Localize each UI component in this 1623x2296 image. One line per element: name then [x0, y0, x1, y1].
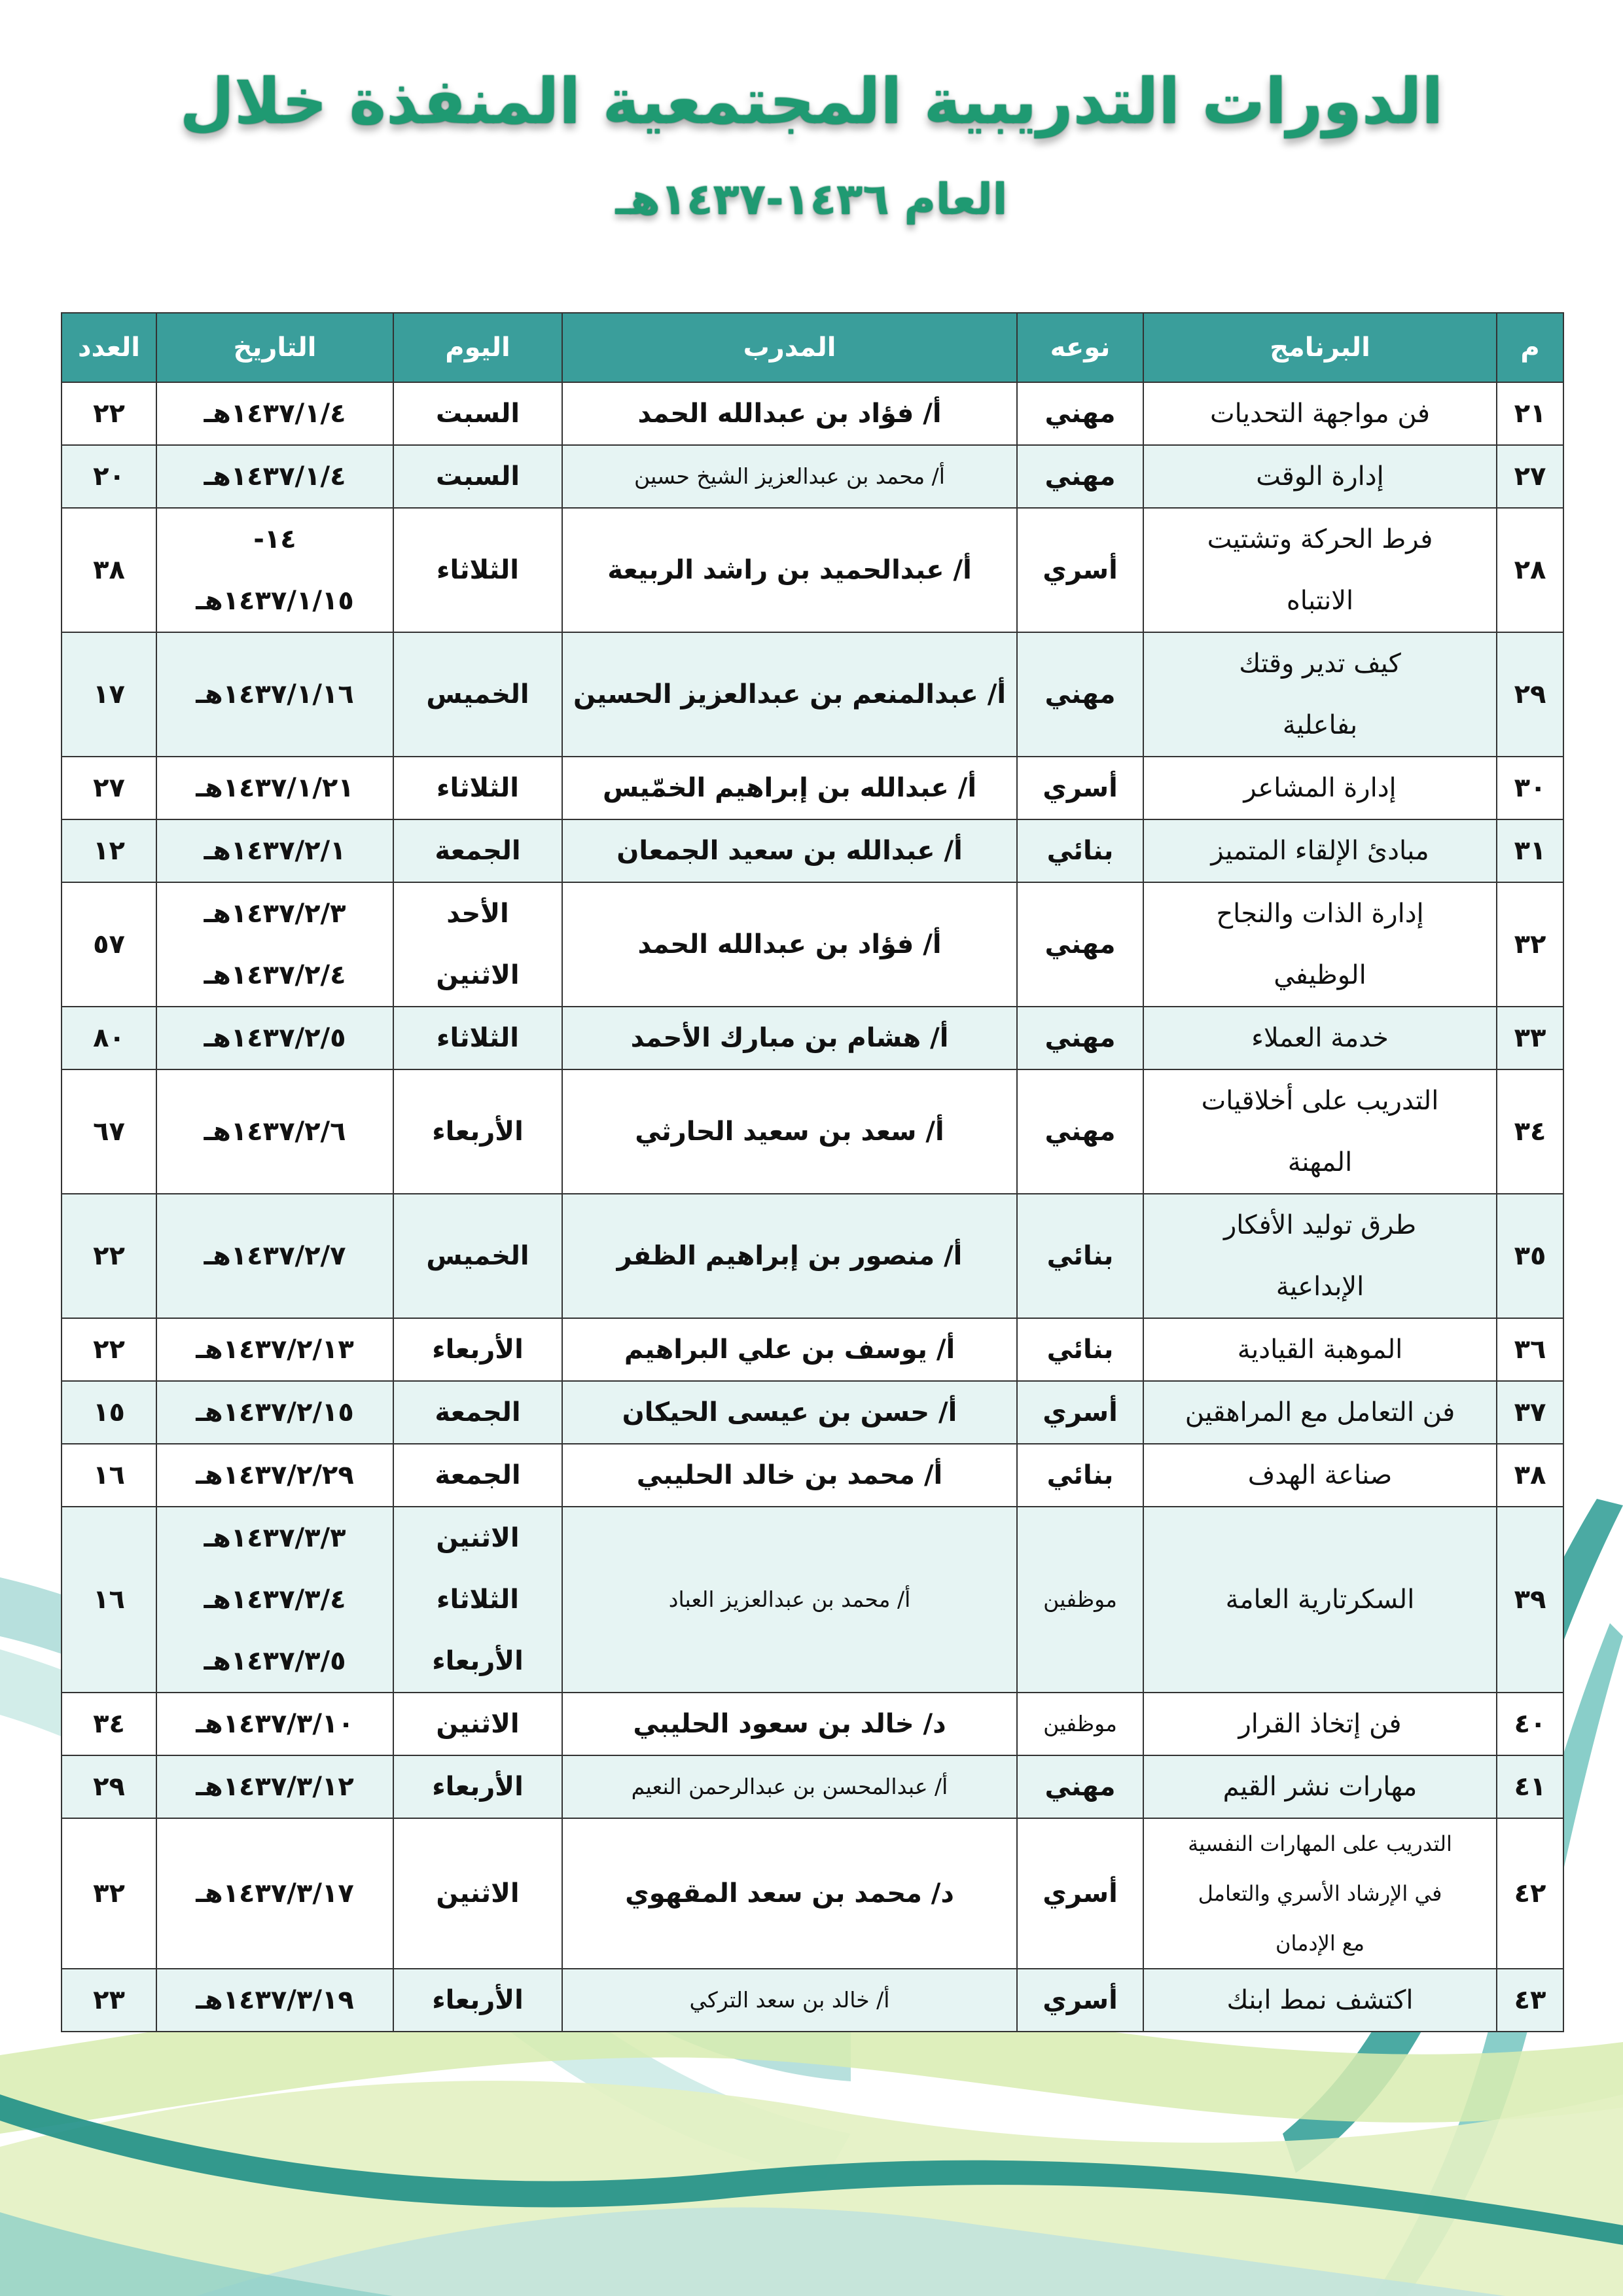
- cell-program: [1143, 1007, 1497, 1069]
- cell-day: [393, 1069, 562, 1194]
- cell-program-line: مهارات نشر القيم: [1222, 1772, 1418, 1802]
- cell-no: ٣٣: [1497, 1007, 1563, 1069]
- cell-day-line: الأربعاء: [432, 1117, 524, 1147]
- cell-program: [1143, 1318, 1497, 1381]
- courses-table: [61, 312, 1564, 2032]
- cell-program: [1143, 1381, 1497, 1444]
- cell-day: [393, 508, 562, 632]
- cell-trainer: أ/ عبدالمحسن بن عبدالرحمن النعيم: [562, 1755, 1017, 1818]
- cell-type: مهني: [1017, 632, 1143, 757]
- cell-type: مهني: [1017, 382, 1143, 445]
- cell-date: [156, 882, 393, 1007]
- cell-program: [1143, 1194, 1497, 1318]
- cell-date-line: ١٤٣٧/١/١٥هـ: [196, 586, 354, 616]
- cell-date-line: ١٤٣٧/٢/٥هـ: [204, 1023, 346, 1053]
- cell-no: ٢٩: [1497, 632, 1563, 757]
- cell-date: [156, 632, 393, 757]
- cell-day: [393, 1444, 562, 1507]
- cell-type: بنائي: [1017, 1194, 1143, 1318]
- cell-count: ١٧: [62, 632, 156, 757]
- cell-program: [1143, 1069, 1497, 1194]
- cell-no: ٣٤: [1497, 1069, 1563, 1194]
- cell-type: أسري: [1017, 757, 1143, 819]
- table-row: [62, 445, 1563, 508]
- cell-program: [1143, 1755, 1497, 1818]
- cell-count: ٦٧: [62, 1069, 156, 1194]
- cell-date-line: ١٤٣٧/١/٤هـ: [204, 399, 346, 429]
- table-row: [62, 382, 1563, 445]
- cell-day-line: الجمعة: [435, 836, 521, 866]
- cell-type: مهني: [1017, 445, 1143, 508]
- cell-trainer: أ/ هشام بن مبارك الأحمد: [562, 1007, 1017, 1069]
- cell-type: مهني: [1017, 1069, 1143, 1194]
- header-day: اليوم: [393, 313, 562, 382]
- cell-date-line: ١٤٣٧/٣/٣هـ: [204, 1523, 346, 1553]
- cell-day-line: الثلاثاء: [437, 773, 519, 803]
- cell-day-line: الأربعاء: [432, 1335, 524, 1365]
- cell-day-line: الجمعة: [435, 1460, 521, 1490]
- cell-no: ٢٨: [1497, 508, 1563, 632]
- cell-program-line: مبادئ الإلقاء المتميز: [1211, 836, 1429, 866]
- header-count: العدد: [62, 313, 156, 382]
- cell-count: ٨٠: [62, 1007, 156, 1069]
- cell-day: [393, 1818, 562, 1969]
- cell-type: بنائي: [1017, 1444, 1143, 1507]
- cell-day: [393, 882, 562, 1007]
- table-header: [62, 313, 1563, 382]
- cell-date: [156, 757, 393, 819]
- table-row: [62, 1381, 1563, 1444]
- cell-type: موظفين: [1017, 1507, 1143, 1693]
- cell-trainer: د/ محمد بن سعد المقهوي: [562, 1818, 1017, 1969]
- cell-program: [1143, 1969, 1497, 2032]
- cell-date-line: ١٤٣٧/١/٢١هـ: [196, 773, 354, 803]
- page-title: الدورات التدريبية المجتمعية المنفذة خلال: [179, 65, 1444, 138]
- table-row: [62, 1969, 1563, 2032]
- cell-count: ٢٢: [62, 1318, 156, 1381]
- cell-program-line: إدارة المشاعر: [1243, 773, 1397, 803]
- cell-date: [156, 1318, 393, 1381]
- cell-type: بنائي: [1017, 819, 1143, 882]
- cell-date-line: ١٤٣٧/٢/٣هـ: [204, 899, 346, 929]
- cell-program-line: مع الإدمان: [1275, 1931, 1365, 1956]
- header-date: التاريخ: [156, 313, 393, 382]
- cell-date-line: ١٤٣٧/٢/١هـ: [204, 836, 346, 866]
- cell-date-line: ١٤٣٧/٢/١٥هـ: [196, 1397, 354, 1427]
- cell-program-line: الانتباه: [1286, 586, 1354, 616]
- cell-date-line: ١٤٣٧/٣/٥هـ: [204, 1646, 346, 1676]
- cell-day-line: السبت: [435, 399, 520, 429]
- cell-program-line: إدارة الوقت: [1256, 461, 1384, 492]
- cell-program-line: التدريب على أخلاقيات: [1201, 1086, 1439, 1116]
- cell-date: [156, 1194, 393, 1318]
- cell-date-line: ١٤٣٧/٢/٦هـ: [204, 1117, 346, 1147]
- cell-day-line: الأربعاء: [432, 1985, 524, 2015]
- cell-type: مهني: [1017, 882, 1143, 1007]
- cell-day-line: الثلاثاء: [437, 1585, 519, 1615]
- cell-date: [156, 819, 393, 882]
- cell-date-line: ١٤٣٧/٣/١٠هـ: [196, 1709, 354, 1739]
- cell-trainer: أ/ محمد بن خالد الحليبي: [562, 1444, 1017, 1507]
- cell-no: ٤٢: [1497, 1818, 1563, 1969]
- cell-program: [1143, 632, 1497, 757]
- table-row: [62, 1507, 1563, 1693]
- cell-day: [393, 1755, 562, 1818]
- cell-program-line: اكتشف نمط ابنك: [1226, 1985, 1414, 2015]
- cell-trainer: أ/ عبدالله بن سعيد الجمعان: [562, 819, 1017, 882]
- cell-type: أسري: [1017, 1818, 1143, 1969]
- cell-no: ٤١: [1497, 1755, 1563, 1818]
- cell-program-line: فن التعامل مع المراهقين: [1185, 1397, 1455, 1427]
- cell-trainer: أ/ عبدالمنعم بن عبدالعزيز الحسين: [562, 632, 1017, 757]
- cell-day: [393, 445, 562, 508]
- cell-date-line: ١٤٣٧/١/٤هـ: [204, 461, 346, 492]
- cell-no: ٣١: [1497, 819, 1563, 882]
- cell-count: ٢٢: [62, 1194, 156, 1318]
- cell-program: [1143, 508, 1497, 632]
- header-trainer: المدرب: [562, 313, 1017, 382]
- cell-program-line: طرق توليد الأفكار: [1223, 1210, 1417, 1240]
- cell-trainer: أ/ عبدالحميد بن راشد الربيعة: [562, 508, 1017, 632]
- cell-date: [156, 508, 393, 632]
- header-no: م: [1497, 313, 1563, 382]
- cell-program: [1143, 445, 1497, 508]
- cell-count: ١٥: [62, 1381, 156, 1444]
- table-row: [62, 1444, 1563, 1507]
- cell-program-line: فن إتخاذ القرار: [1238, 1709, 1402, 1739]
- cell-date-line: ١٤٣٧/٢/٤هـ: [204, 960, 346, 990]
- cell-trainer: د/ خالد بن سعود الحليبي: [562, 1693, 1017, 1755]
- cell-day-line: الاثنين: [436, 960, 520, 990]
- cell-day: [393, 1194, 562, 1318]
- cell-date-line: ١٤٣٧/٢/٧هـ: [204, 1241, 346, 1271]
- cell-day-line: الثلاثاء: [437, 1023, 519, 1053]
- cell-date: [156, 382, 393, 445]
- cell-trainer: أ/ حسن بن عيسى الحيكان: [562, 1381, 1017, 1444]
- cell-program-line: خدمة العملاء: [1251, 1023, 1389, 1053]
- cell-type: موظفين: [1017, 1693, 1143, 1755]
- cell-date-line: ١٤٣٧/٣/١٧هـ: [196, 1878, 354, 1909]
- cell-day: [393, 1969, 562, 2032]
- cell-program-line: الموهبة القيادية: [1237, 1335, 1403, 1365]
- table-row: [62, 757, 1563, 819]
- cell-date: [156, 445, 393, 508]
- table-row: [62, 508, 1563, 632]
- cell-no: ٣٠: [1497, 757, 1563, 819]
- cell-day: [393, 1381, 562, 1444]
- cell-no: ٣٥: [1497, 1194, 1563, 1318]
- cell-program-line: فن مواجهة التحديات: [1210, 399, 1430, 429]
- cell-trainer: أ/ يوسف بن علي البراهيم: [562, 1318, 1017, 1381]
- cell-program-line: السكرتارية العامة: [1225, 1585, 1415, 1615]
- cell-day-line: الأربعاء: [432, 1772, 524, 1802]
- cell-type: مهني: [1017, 1755, 1143, 1818]
- header-program: البرنامج: [1143, 313, 1497, 382]
- cell-type: أسري: [1017, 1381, 1143, 1444]
- cell-date: [156, 1507, 393, 1693]
- cell-no: ٣٨: [1497, 1444, 1563, 1507]
- cell-date: [156, 1755, 393, 1818]
- cell-type: بنائي: [1017, 1318, 1143, 1381]
- cell-trainer: أ/ عبدالله بن إبراهيم الخمّيس: [562, 757, 1017, 819]
- cell-count: ٢٠: [62, 445, 156, 508]
- cell-date: [156, 1969, 393, 2032]
- cell-count: ٥٧: [62, 882, 156, 1007]
- cell-date: [156, 1007, 393, 1069]
- cell-date-line: ١٤٣٧/١/١٦هـ: [196, 679, 354, 709]
- cell-no: ٣٧: [1497, 1381, 1563, 1444]
- cell-day-line: الأربعاء: [432, 1646, 524, 1676]
- cell-program: [1143, 1693, 1497, 1755]
- cell-date: [156, 1444, 393, 1507]
- cell-no: ٢٧: [1497, 445, 1563, 508]
- cell-count: ٢٧: [62, 757, 156, 819]
- cell-date-line: ١٤٣٧/٢/١٣هـ: [196, 1335, 354, 1365]
- cell-program-line: إدارة الذات والنجاح: [1216, 899, 1424, 929]
- cell-day: [393, 1007, 562, 1069]
- table-row: [62, 1818, 1563, 1969]
- table-row: [62, 1693, 1563, 1755]
- cell-count: ٣٨: [62, 508, 156, 632]
- cell-no: ٢١: [1497, 382, 1563, 445]
- cell-program-line: فرط الحركة وتشتيت: [1207, 524, 1433, 554]
- cell-day-line: الثلاثاء: [437, 555, 519, 585]
- cell-type: أسري: [1017, 1969, 1143, 2032]
- cell-day: [393, 1507, 562, 1693]
- cell-day-line: الاثنين: [436, 1878, 520, 1909]
- cell-program: [1143, 1444, 1497, 1507]
- cell-program-line: التدريب على المهارات النفسية: [1188, 1831, 1452, 1856]
- cell-date-line: ١٤-: [253, 524, 296, 554]
- cell-day: [393, 757, 562, 819]
- cell-no: ٣٩: [1497, 1507, 1563, 1693]
- cell-date-line: ١٤٣٧/٣/١٢هـ: [196, 1772, 354, 1802]
- cell-program: [1143, 819, 1497, 882]
- cell-program: [1143, 757, 1497, 819]
- table-row: [62, 882, 1563, 1007]
- cell-count: ١٦: [62, 1507, 156, 1693]
- cell-program: [1143, 1818, 1497, 1969]
- cell-day: [393, 382, 562, 445]
- cell-date-line: ١٤٣٧/٣/١٩هـ: [196, 1985, 354, 2015]
- cell-type: أسري: [1017, 508, 1143, 632]
- cell-program-line: الإبداعية: [1275, 1272, 1364, 1302]
- cell-day-line: الخميس: [426, 679, 529, 709]
- table-row: [62, 1007, 1563, 1069]
- cell-no: ٤٠: [1497, 1693, 1563, 1755]
- table-row: [62, 1755, 1563, 1818]
- cell-program: [1143, 882, 1497, 1007]
- cell-day-line: السبت: [435, 461, 520, 492]
- cell-program: [1143, 1507, 1497, 1693]
- cell-program: [1143, 382, 1497, 445]
- cell-date: [156, 1381, 393, 1444]
- table-row: [62, 1069, 1563, 1194]
- cell-count: ٣٢: [62, 1818, 156, 1969]
- cell-date-line: ١٤٣٧/٣/٤هـ: [204, 1585, 346, 1615]
- cell-count: ١٦: [62, 1444, 156, 1507]
- table-body: [62, 382, 1563, 2032]
- cell-program-line: المهنة: [1287, 1147, 1353, 1177]
- cell-count: ٢٣: [62, 1969, 156, 2032]
- cell-day: [393, 1318, 562, 1381]
- cell-day-line: الخميس: [426, 1241, 529, 1271]
- cell-date: [156, 1693, 393, 1755]
- cell-program-line: بفاعلية: [1282, 710, 1358, 740]
- table-row: [62, 1318, 1563, 1381]
- header-type: نوعه: [1017, 313, 1143, 382]
- cell-trainer: أ/ خالد بن سعد التركي: [562, 1969, 1017, 2032]
- table-row: [62, 632, 1563, 757]
- cell-day-line: الجمعة: [435, 1397, 521, 1427]
- cell-type: مهني: [1017, 1007, 1143, 1069]
- cell-date: [156, 1069, 393, 1194]
- cell-count: ٢٢: [62, 382, 156, 445]
- cell-count: ٢٩: [62, 1755, 156, 1818]
- cell-program-line: صناعة الهدف: [1247, 1460, 1393, 1490]
- cell-date-line: ١٤٣٧/٢/٢٩هـ: [196, 1460, 354, 1490]
- cell-no: ٣٦: [1497, 1318, 1563, 1381]
- cell-trainer: أ/ فؤاد بن عبدالله الحمد: [562, 382, 1017, 445]
- cell-date: [156, 1818, 393, 1969]
- page-subtitle: العام ١٤٣٦-١٤٣٧هـ: [615, 174, 1008, 224]
- cell-day: [393, 1693, 562, 1755]
- cell-program-line: الوظيفي: [1274, 960, 1366, 990]
- cell-trainer: أ/ سعد بن سعيد الحارثي: [562, 1069, 1017, 1194]
- cell-day: [393, 632, 562, 757]
- cell-trainer: أ/ محمد بن عبدالعزيز الشيخ حسين: [562, 445, 1017, 508]
- table-row: [62, 1194, 1563, 1318]
- cell-day-line: الاثنين: [436, 1523, 520, 1553]
- cell-day: [393, 819, 562, 882]
- cell-no: ٣٢: [1497, 882, 1563, 1007]
- cell-day-line: الأحد: [446, 899, 509, 929]
- table-row: [62, 819, 1563, 882]
- cell-count: ١٢: [62, 819, 156, 882]
- cell-program-line: كيف تدير وقتك: [1239, 649, 1401, 679]
- cell-count: ٣٤: [62, 1693, 156, 1755]
- cell-day-line: الاثنين: [436, 1709, 520, 1739]
- cell-trainer: أ/ محمد بن عبدالعزيز العباد: [562, 1507, 1017, 1693]
- cell-program-line: في الإرشاد الأسري والتعامل: [1198, 1881, 1442, 1906]
- cell-trainer: أ/ منصور بن إبراهيم الظفر: [562, 1194, 1017, 1318]
- cell-trainer: أ/ فؤاد بن عبدالله الحمد: [562, 882, 1017, 1007]
- cell-no: ٤٣: [1497, 1969, 1563, 2032]
